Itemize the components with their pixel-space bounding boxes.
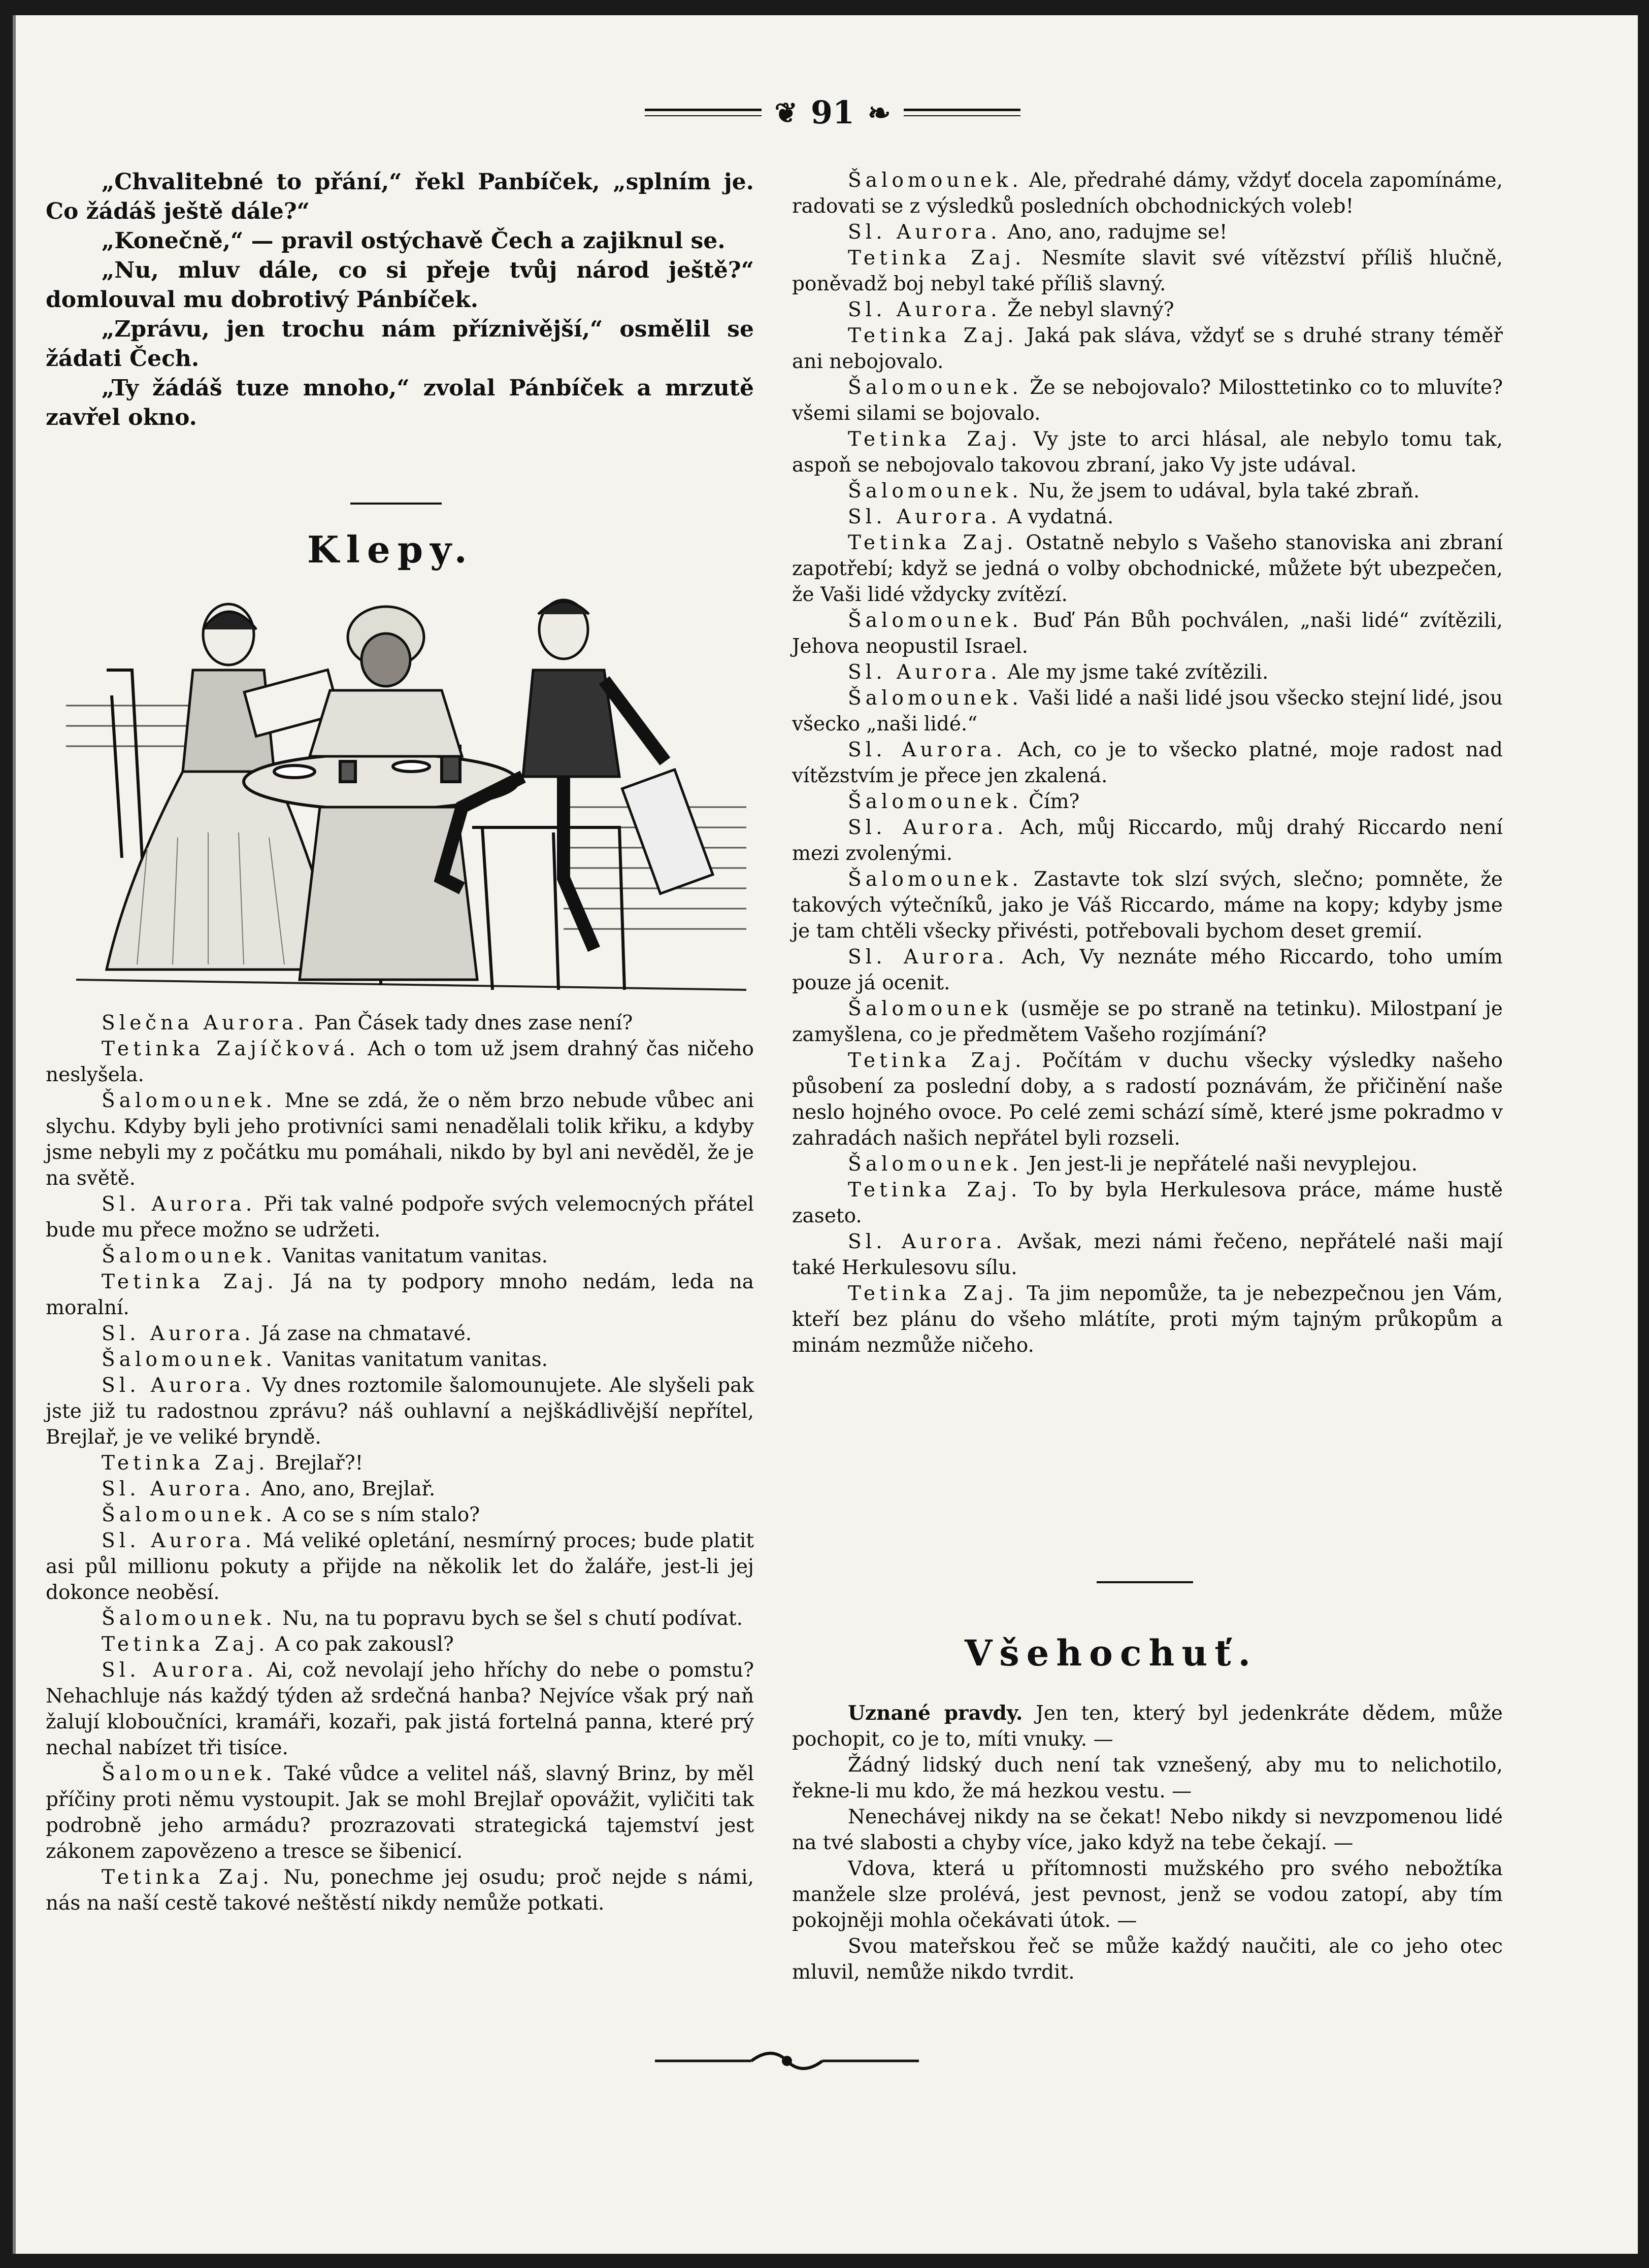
lead-text: Jen ten, který byl jedenkráte dědem, může pochopit, co je to, míti vnuky. — — [792, 1702, 1503, 1751]
speaker: Šalomounek. — [848, 376, 1023, 399]
speaker: Tetinka Zajíčková. — [102, 1038, 359, 1060]
dialogue-line — [46, 1010, 754, 1036]
dialogue-line — [46, 1347, 754, 1373]
speech: Avšak, mezi námi řečeno, nepřátelé naši mají také Herkulesovu sílu. — [792, 1230, 1503, 1279]
speaker: Šalomounek. — [102, 1245, 276, 1268]
dialogue-line — [792, 1177, 1503, 1229]
dialogue-line — [792, 659, 1503, 685]
header-rule-left — [645, 109, 762, 116]
article-title: Klepy. — [307, 528, 474, 571]
speaker: Sl. Aurora. — [848, 506, 1001, 528]
speaker: Sl. Aurora. — [848, 946, 1008, 969]
dialogue-line — [792, 245, 1503, 297]
speaker: Šalomounek. — [102, 1762, 276, 1785]
divider — [1097, 1581, 1193, 1583]
ornament-left-icon: ❦ — [774, 96, 798, 129]
speech: Vanitas vanitatum vanitas. — [282, 1245, 548, 1268]
speaker: Slečna Aurora. — [102, 1012, 308, 1035]
illustration — [56, 594, 751, 1000]
dialogue-line — [46, 1036, 754, 1088]
speaker: Šalomounek. — [102, 1348, 276, 1371]
divider — [350, 503, 442, 505]
speaker: Šalomounek. — [848, 169, 1023, 192]
speech: Zastavte tok slzí svých, slečno; pomněte, že takových výtečníků, jako je Váš Riccardo, máme na kopy; kdyby jsme je tam chtěli všecky přivésti, potřebovali bychom deset gremií. — [792, 868, 1503, 943]
speaker: Tetinka Zaj. — [848, 247, 1026, 270]
lead-label: Uznané pravdy. — [848, 1702, 1023, 1725]
speech: Mne se zdá, že o něm brzo nebude vůbec ani slychu. Kdyby byli jeho protivníci sami nenadělali tolik křiku, a kdyby jsme nebyli my z počátku mu pomáhali, nikdo by byl ani nevěděl, že je na světě. — [46, 1089, 754, 1190]
dialogue-right — [792, 168, 1503, 1358]
dialogue-line — [46, 1528, 754, 1606]
speech: Nu, ponechme jej osudu; proč nejde s námi, nás na naší cestě takové neštěstí nikdy nemůže potkati. — [46, 1866, 754, 1915]
speech: Ale my jsme také zvítězili. — [1007, 661, 1269, 684]
dialogue-line — [46, 1606, 754, 1631]
paragraph: Nenechávej nikdy na se čekat! Nebo nikdy si nevzpomenou lidé na tvé slabosti a chyby více, jako když na tebe čekají. — — [792, 1806, 1503, 1854]
dialogue-line — [792, 323, 1503, 375]
speaker: Sl. Aurora. — [102, 1374, 255, 1397]
dialogue-line — [792, 996, 1503, 1048]
speaker: Šalomounek. — [102, 1504, 276, 1526]
speech: Že se nebojovalo? Milosttetinko co to mluvíte? všemi silami se bojovalo. — [792, 376, 1503, 425]
speech: A co pak zakousl? — [275, 1633, 454, 1656]
speech: Že nebyl slavný? — [1007, 298, 1174, 321]
speech: Buď Pán Bůh pochválen, „naši lidé“ zvítězili, Jehova neopustil Israel. — [792, 609, 1503, 658]
speaker: Sl. Aurora. — [102, 1659, 258, 1682]
dialogue-line — [46, 1243, 754, 1269]
dialogue-line — [46, 1450, 754, 1476]
speaker: Tetinka Zaj. — [848, 324, 1018, 347]
dialogue-line — [792, 789, 1503, 815]
bottom-ornament — [655, 2046, 919, 2076]
ornament-right-icon: ❧ — [868, 96, 891, 129]
dialogue-line — [792, 815, 1503, 866]
dialogue-line — [792, 375, 1503, 426]
section2-title: Všehochuť. — [965, 1632, 1258, 1674]
paragraph: Vdova, která u přítomnosti mužského pro svého nebožtíka manžele slze prolévá, jest pevnost, jenž se vodou zatopí, aby tím pokojněji mohla očekávati útok. — — [792, 1857, 1503, 1932]
speech: Vaši lidé a naši lidé jsou všecko stejní lidé, jsou všecko „naši lidé.“ — [792, 687, 1503, 736]
speaker: Tetinka Zaj. — [102, 1633, 269, 1656]
speaker: Sl. Aurora. — [102, 1478, 255, 1500]
speaker: Šalomounek. — [848, 1153, 1023, 1176]
section2-text — [792, 1700, 1503, 1985]
speaker: Sl. Aurora. — [102, 1322, 255, 1345]
paragraph: Žádný lidský duch není tak vznešený, aby mu to nelichotilo, řekne-li mu kdo, že má hezkou vestu. — — [792, 1754, 1503, 1803]
speaker: Tetinka Zaj. — [102, 1271, 278, 1293]
speech: Vanitas vanitatum vanitas. — [282, 1348, 548, 1371]
speech: Brejlař?! — [275, 1452, 364, 1475]
speech: Ta jim nepomůže, ta je nebezpečnou jen Vám, kteří bez plánu do všeho mlátíte, proti mým tajným průkopům a minám nezmůže ničeho. — [792, 1282, 1503, 1357]
intro-line: „Konečně,“ — pravil ostýchavě Čech a zajiknul se. — [102, 228, 725, 254]
dialogue-line — [792, 1048, 1503, 1151]
speaker: Tetinka Zaj. — [102, 1866, 273, 1889]
dialogue-line — [46, 1761, 754, 1864]
dialogue-line — [792, 866, 1503, 944]
dialogue-line — [792, 478, 1503, 504]
page-number: 91 — [810, 94, 855, 131]
paragraph: Svou mateřskou řeč se může každý naučiti, ale co jeho otec mluvil, nemůže nikdo tvrdit. — [792, 1935, 1503, 1984]
dialogue-line — [792, 426, 1503, 478]
dialogue-line — [46, 1631, 754, 1657]
intro-line: „Nu, mluv dále, co si přeje tvůj národ ještě?“ domlouval mu dobrotivý Pánbíček. — [46, 257, 754, 313]
speaker: Šalomounek. — [848, 790, 1023, 813]
dialogue-line — [792, 530, 1503, 608]
speech: Má veliké opletání, nesmírný proces; bude platit asi půl millionu pokuty a přijde na několik let do žaláře, jest-li jej dokonce neoběsí. — [46, 1529, 754, 1604]
speech: Při tak valné podpoře svých velemocných přátel bude mu přece možno se udržeti. — [46, 1193, 754, 1242]
speech: Ostatně nebylo s Vašeho stanoviska ani zbraní zapotřebí; když se jedná o volby obchodnické, můžete být ubezpečen, že Vaši lidé vždycky zvítězí. — [792, 531, 1503, 606]
speech: Pan Čásek tady dnes zase není? — [314, 1012, 633, 1035]
speech: Ach, Vy neznáte mého Riccardo, toho umím pouze já ocenit. — [792, 946, 1503, 994]
intro-text — [46, 168, 754, 432]
speech: Ach o tom už jsem drahný čas ničeho neslyšela. — [46, 1038, 754, 1086]
dialogue-line — [46, 1088, 754, 1191]
dialogue-line — [46, 1864, 754, 1916]
speaker: Šalomounek. — [848, 687, 1023, 710]
speech: Ano, ano, radujme se! — [1007, 221, 1228, 244]
speaker: Šalomounek. — [848, 609, 1023, 632]
dialogue-line — [792, 168, 1503, 219]
speaker: Šalomounek. — [848, 480, 1023, 503]
header-rule-right — [904, 109, 1020, 116]
speaker: Tetinka Zaj. — [848, 1049, 1026, 1072]
speech: (usměje se po straně na tetinku). Milostpaní je zamyšlena, co je předmětem Vašeho rozjímání? — [792, 997, 1503, 1046]
speech: Vy jste to arci hlásal, ale nebylo tomu tak, aspoň se nebojovalo takovou zbraní, jako Vy jste udával. — [792, 428, 1503, 477]
speech: Ach, co je to všecko platné, moje radost nad vítězstvím je přece jen zkalená. — [792, 739, 1503, 787]
speech: Vy dnes roztomile šalomounujete. Ale slyšeli pak jste již tu radostnou zprávu? náš ouhlavní a nejškádlivější nepřítel, Brejlař, je ve veliké bryndě. — [46, 1374, 754, 1449]
speaker: Šalomounek. — [848, 868, 1023, 891]
dialogue-line — [46, 1191, 754, 1243]
dialogue-line — [46, 1476, 754, 1502]
speaker: Šalomounek. — [102, 1089, 276, 1112]
intro-line: „Chvalitebné to přání,“ řekl Panbíček, „splním je. Co žádáš ještě dále?“ — [46, 169, 754, 224]
dialogue-line — [792, 685, 1503, 737]
intro-line: „Zprávu, jen trochu nám příznivější,“ osmělil se žádati Čech. — [46, 316, 754, 372]
speech: Ai, což nevolají jeho hříchy do nebe o pomstu? Nehachluje nás každý týden až srdečná hanba? Nejvíce však prý naň žalují kloboučníci, kramáři, kozaři, pak jistá fortelná panna, které prý nechal nabízet tři tisíce. — [46, 1659, 754, 1759]
speech: A co se s ním stalo? — [282, 1504, 480, 1526]
page-header — [630, 94, 1036, 131]
speech: Já zase na chmatavé. — [261, 1322, 472, 1345]
speaker: Sl. Aurora. — [848, 816, 1008, 839]
dialogue-line — [792, 1151, 1503, 1177]
speaker: Tetinka Zaj. — [848, 428, 1021, 451]
speech: Čím? — [1029, 790, 1080, 813]
speaker: Tetinka Zaj. — [848, 1282, 1018, 1305]
dialogue-line — [792, 219, 1503, 245]
chair-left — [107, 670, 142, 858]
speech: Ano, ano, Brejlař. — [261, 1478, 436, 1500]
dialogue-line — [46, 1321, 754, 1347]
speaker: Šalomounek — [848, 997, 1012, 1020]
speech: Já na ty podpory mnoho nedám, leda na moralní. — [46, 1271, 754, 1319]
speech: Také vůdce a velitel náš, slavný Brinz, by měl příčiny proti němu vystoupit. Jak se mohl Brejlař opovážit, vyličiti tak podrobně jeho armádu? prozrazovati strategická tajemství jest zákonem zapovězeno a tresce se šibenicí. — [46, 1762, 754, 1863]
lead-paragraph — [792, 1700, 1503, 1752]
speaker: Sl. Aurora. — [848, 739, 1007, 761]
dialogue-line — [792, 297, 1503, 323]
speech: Počítám v duchu všecky výsledky našeho působení za poslední doby, a s radostí poznávám, že přičinění naše neslo hojného ovoce. Po celé zemi schází símě, které jsme pokradmo v zahradách našich nepřátel byli rozseli. — [792, 1049, 1503, 1150]
speech: Ale, předrahé dámy, vždyť docela zapomínáme, radovati se z výsledků posledních obchodnických voleb! — [792, 169, 1503, 218]
speaker: Sl. Aurora. — [848, 1230, 1006, 1253]
speaker: Tetinka Zaj. — [848, 1179, 1021, 1202]
dialogue-line — [46, 1657, 754, 1761]
dialogue-line — [792, 737, 1503, 789]
speech: Nu, že jsem to udával, byla také zbraň. — [1029, 480, 1420, 503]
speech: A vydatná. — [1007, 506, 1114, 528]
speech: Nesmíte slavit své vítězství příliš hlučně, poněvadž boj nebyl také příliš slavný. — [792, 247, 1503, 295]
dialogue-line — [792, 1229, 1503, 1281]
speaker: Šalomounek. — [102, 1607, 276, 1630]
dialogue-line — [792, 504, 1503, 530]
speech: Ach, můj Riccardo, můj drahý Riccardo není mezi zvolenými. — [792, 816, 1503, 865]
dialogue-line — [46, 1373, 754, 1450]
speaker: Sl. Aurora. — [102, 1193, 256, 1216]
dialogue-left — [46, 1010, 754, 1916]
dialogue-line — [792, 1281, 1503, 1358]
speaker: Sl. Aurora. — [102, 1529, 256, 1552]
speech: Jaká pak sláva, vždyť se s druhé strany téměř ani nebojovalo. — [792, 324, 1503, 373]
speaker: Tetinka Zaj. — [848, 531, 1017, 554]
intro-line: „Ty žádáš tuze mnoho,“ zvolal Pánbíček a mrzutě zavřel okno. — [46, 375, 754, 430]
speech: To by byla Herkulesova práce, máme hustě zaseto. — [792, 1179, 1503, 1227]
speaker: Sl. Aurora. — [848, 221, 1001, 244]
dialogue-line — [792, 944, 1503, 996]
dialogue-line — [46, 1269, 754, 1321]
speaker: Tetinka Zaj. — [102, 1452, 269, 1475]
dialogue-line — [46, 1502, 754, 1528]
dialogue-line — [792, 608, 1503, 659]
speech: Nu, na tu popravu bych se šel s chutí podívat. — [282, 1607, 743, 1630]
speaker: Sl. Aurora. — [848, 298, 1001, 321]
speech: Jen jest-li je nepřátelé naši nevyplejou. — [1029, 1153, 1418, 1176]
speaker: Sl. Aurora. — [848, 661, 1001, 684]
